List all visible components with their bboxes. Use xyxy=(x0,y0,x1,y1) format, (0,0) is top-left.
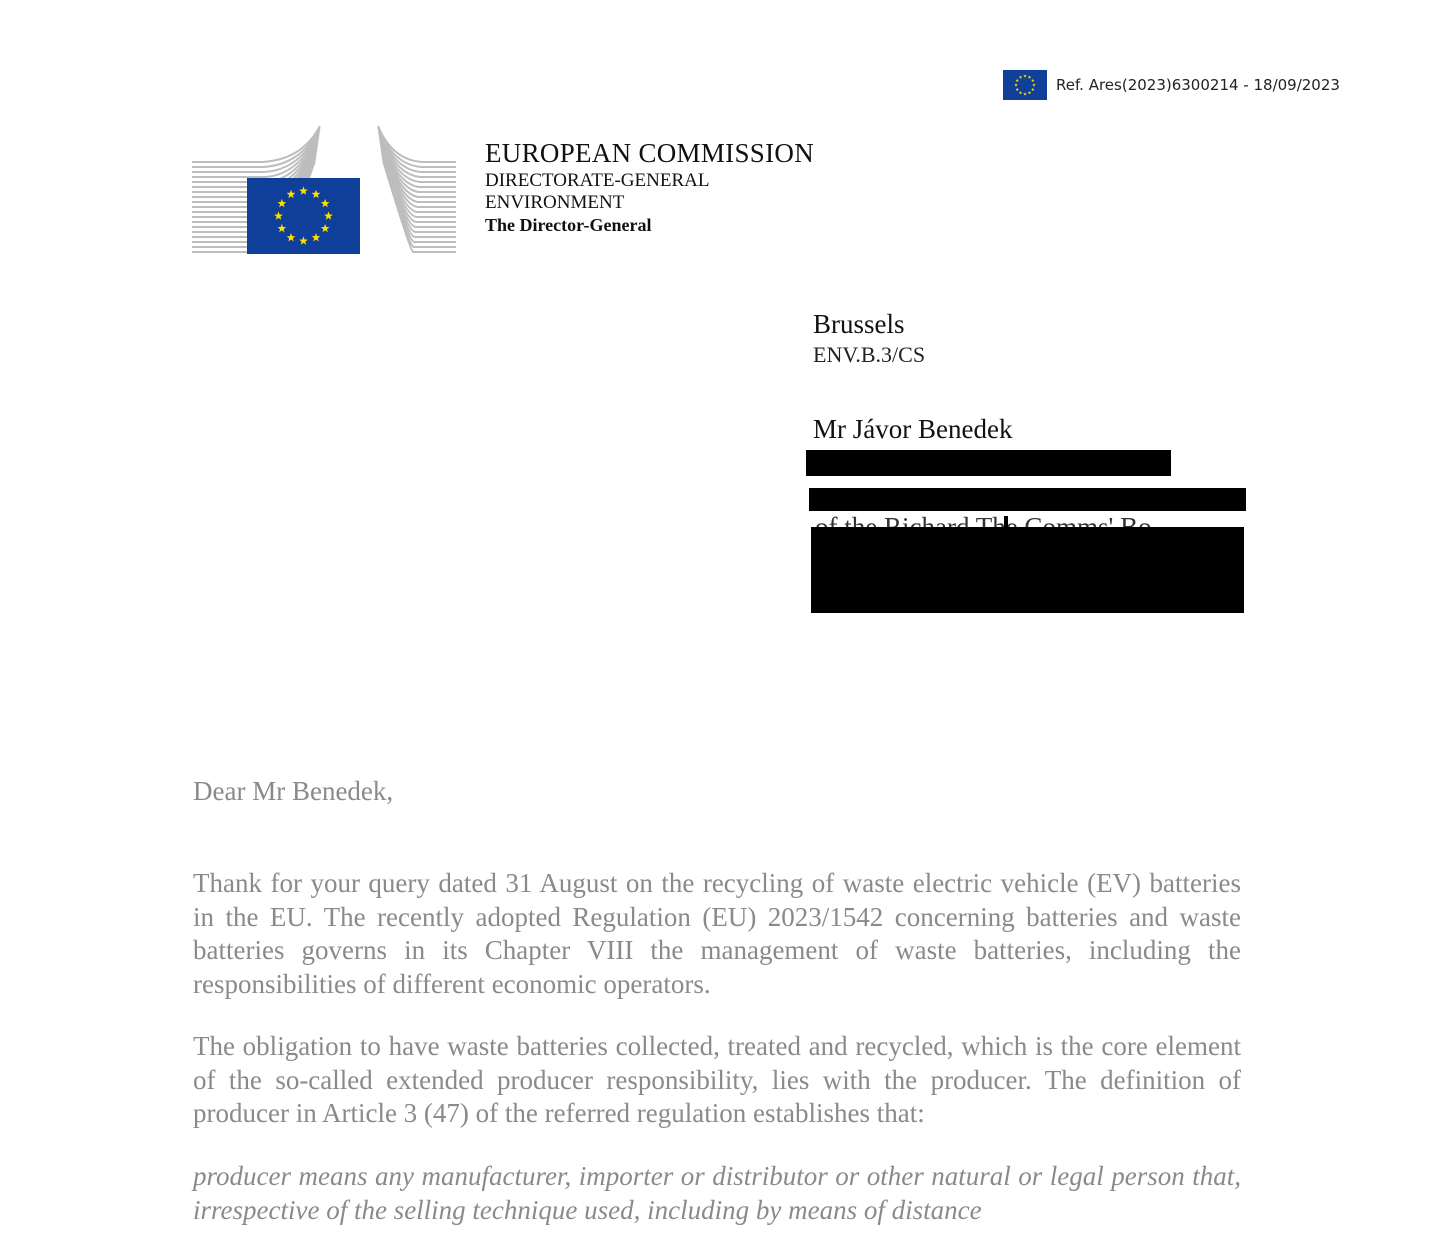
body-paragraph: The obligation to have waste batteries collected, treated and recycled, which is the core element of the so-called extended producer responsibility, lies with the producer. The definition of producer in Article 3 (47) of the referred regulation establishes that: xyxy=(193,1031,1241,1128)
city: Brussels xyxy=(813,309,905,339)
body-paragraph: Thank for your query dated 31 August on the recycling of waste electric vehicle (EV) batteries in the EU. The recently adopted Regulation (EU) 2023/1542 concerning batteries and waste batteries governs in its Chapter VIII the management of waste batteries, including the responsibilities of different economic operators. xyxy=(193,868,1241,999)
dg-line-2: ENVIRONMENT xyxy=(485,192,625,213)
quoted-definition: producer means any manufacturer, importer or distributor or other natural or legal person that, irrespective of the selling technique used, including by means of distance xyxy=(193,1161,1241,1225)
organisation-name: EUROPEAN COMMISSION xyxy=(485,138,814,168)
redaction-bar xyxy=(806,450,1171,476)
directorate-general xyxy=(485,170,709,214)
recipient-name: Mr Jávor Benedek xyxy=(813,414,1013,444)
signatory-title: The Director-General xyxy=(485,215,652,235)
dg-line-1: DIRECTORATE-GENERAL xyxy=(485,170,710,191)
eu-flag-icon xyxy=(1003,70,1047,100)
ares-reference: Ref. Ares(2023)6300214 - 18/09/2023 xyxy=(1056,76,1340,94)
redaction-bar xyxy=(809,488,1246,511)
redaction-block xyxy=(811,527,1244,613)
european-commission-logo xyxy=(192,122,456,256)
salutation: Dear Mr Benedek, xyxy=(193,776,394,806)
file-reference: ENV.B.3/CS xyxy=(813,342,926,367)
